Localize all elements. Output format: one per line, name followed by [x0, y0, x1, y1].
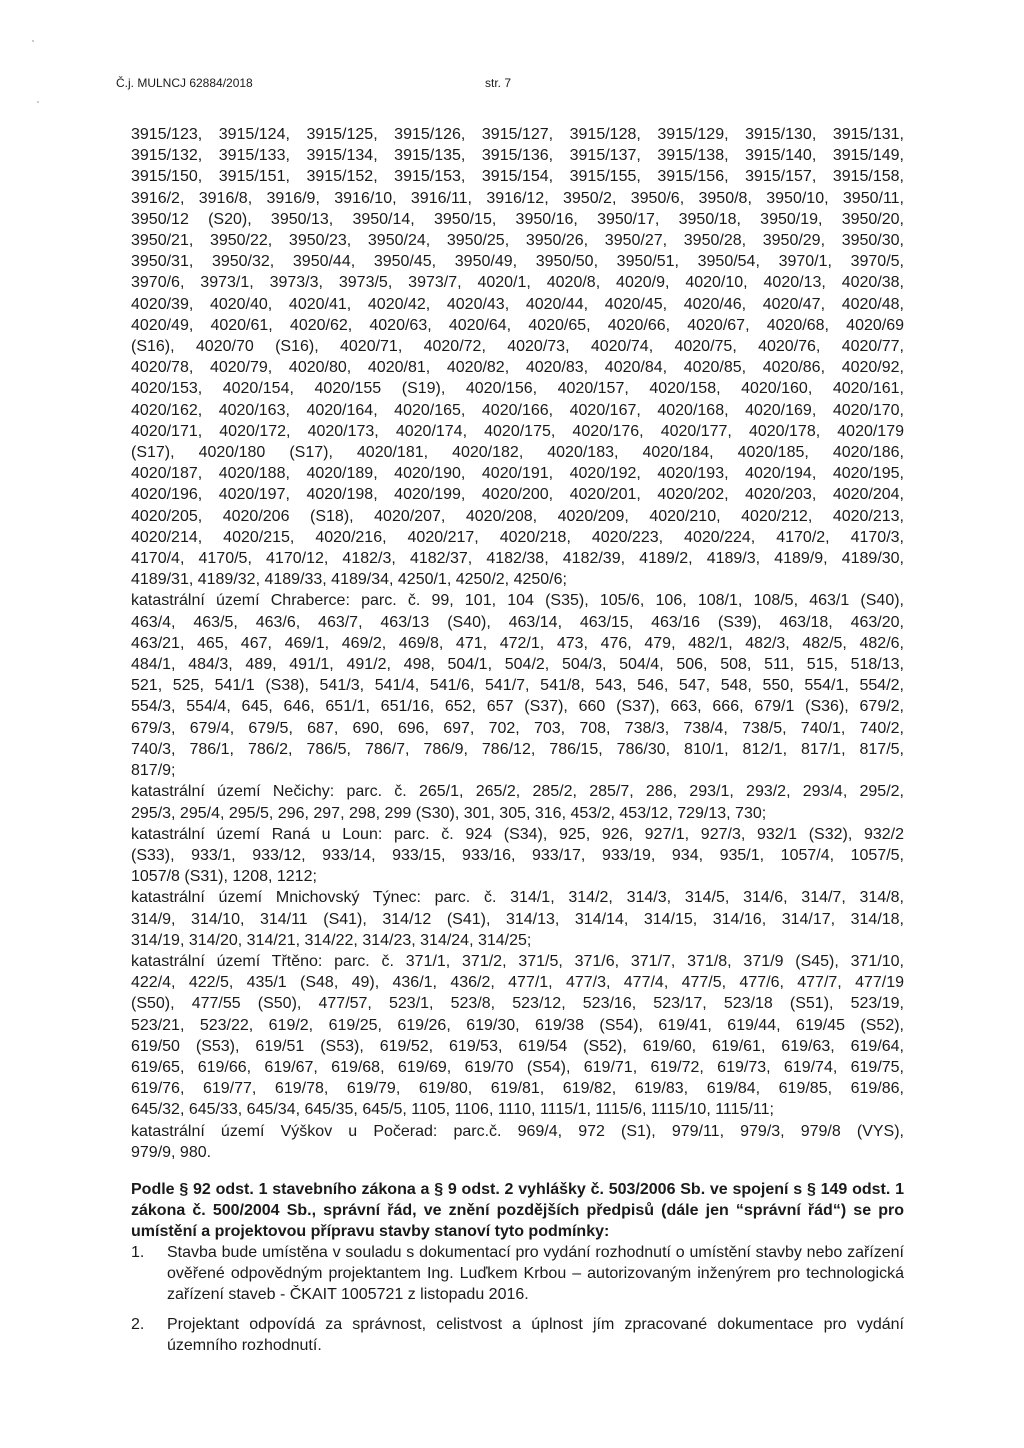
condition-item — [131, 1314, 904, 1356]
parcel-line: 4020/49, 4020/61, 4020/62, 4020/63, 4020/64, 4020/65, 4020/66, 4020/67, 4020/68, 4020/69 — [131, 316, 904, 334]
parcel-line: 817/9; — [131, 762, 176, 780]
parcel-list — [131, 124, 904, 1163]
parcel-line: 740/3, 786/1, 786/2, 786/5, 786/7, 786/9, 786/12, 786/15, 786/30, 810/1, 812/1, 817/1, 817/5, — [131, 740, 904, 758]
parcel-line: 4020/171, 4020/172, 4020/173, 4020/174, 4020/175, 4020/176, 4020/177, 4020/178, 4020/179 — [131, 422, 904, 440]
parcel-line: 1057/8 (S31), 1208, 1212; — [131, 868, 317, 886]
parcel-line: (S17), 4020/180 (S17), 4020/181, 4020/182, 4020/183, 4020/184, 4020/185, 4020/186, — [131, 444, 904, 462]
parcel-line: (S16), 4020/70 (S16), 4020/71, 4020/72, 4020/73, 4020/74, 4020/75, 4020/76, 4020/77, — [131, 338, 904, 356]
parcel-line: 3916/2, 3916/8, 3916/9, 3916/10, 3916/11, 3916/12, 3950/2, 3950/6, 3950/8, 3950/10, 3950/11, — [131, 189, 904, 207]
conditions-list — [131, 1242, 904, 1356]
parcel-line: 619/76, 619/77, 619/78, 619/79, 619/80, 619/81, 619/82, 619/83, 619/84, 619/85, 619/86, — [131, 1080, 904, 1098]
conditions-intro: Podle § 92 odst. 1 stavebního zákona a § 9 odst. 2 vyhlášky č. 503/2006 Sb. ve spojení s § 149 odst. 1 zákona č. 500/2004 Sb., správní řád, ve znění pozdějších předpisů (dále jen “správní řád“) se pro umístění a projektovou přípravu stavby stanoví tyto podmínky: — [131, 1180, 904, 1240]
parcel-line: 4020/187, 4020/188, 4020/189, 4020/190, 4020/191, 4020/192, 4020/193, 4020/194, 4020/195, — [131, 465, 904, 483]
parcel-line: 314/9, 314/10, 314/11 (S41), 314/12 (S41), 314/13, 314/14, 314/15, 314/16, 314/17, 314/18, — [131, 910, 904, 928]
condition-number: 2. — [131, 1315, 145, 1333]
parcel-line: 523/21, 523/22, 619/2, 619/25, 619/26, 619/30, 619/38 (S54), 619/41, 619/44, 619/45 (S52), — [131, 1016, 904, 1034]
parcel-line: katastrální území Raná u Loun: parc. č. 924 (S34), 925, 926, 927/1, 927/3, 932/1 (S32), 932/2 — [131, 825, 904, 843]
parcel-line: 3915/123, 3915/124, 3915/125, 3915/126, 3915/127, 3915/128, 3915/129, 3915/130, 3915/131, — [131, 126, 904, 143]
condition-text: Stavba bude umístěna v souladu s dokumentací pro vydání rozhodnutí o umístění stavby nebo zařízení ověřené odpovědným projektantem Ing. Luďkem Krbou – autorizovaným inženýrem pro technologická zařízení staveb - ČKAIT 1005721 z listopadu 2016. — [167, 1243, 904, 1303]
parcel-line: 484/1, 484/3, 489, 491/1, 491/2, 498, 504/1, 504/2, 504/3, 504/4, 506, 508, 511, 515, 518/13, — [131, 656, 904, 674]
parcel-line: katastrální území Mnichovský Týnec: parc. č. 314/1, 314/2, 314/3, 314/5, 314/6, 314/7, 314/8, — [131, 889, 904, 907]
parcel-line: 645/32, 645/33, 645/34, 645/35, 645/5, 1105, 1106, 1110, 1115/1, 1115/6, 1115/10, 1115/11; — [131, 1101, 774, 1119]
parcel-line: 3950/12 (S20), 3950/13, 3950/14, 3950/15, 3950/16, 3950/17, 3950/18, 3950/19, 3950/20, — [131, 210, 904, 228]
parcel-line: 3950/31, 3950/32, 3950/44, 3950/45, 3950/49, 3950/50, 3950/51, 3950/54, 3970/1, 3970/5, — [131, 253, 904, 271]
condition-text: Projektant odpovídá za správnost, celistvost a úplnost jím zpracované dokumentace pro vydání územního rozhodnutí. — [167, 1315, 904, 1354]
parcel-line: 3970/6, 3973/1, 3973/3, 3973/5, 3973/7, 4020/1, 4020/8, 4020/9, 4020/10, 4020/13, 4020/38, — [131, 274, 904, 292]
parcel-line: 4020/214, 4020/215, 4020/216, 4020/217, 4020/218, 4020/223, 4020/224, 4170/2, 4170/3, — [131, 528, 904, 546]
parcel-line: 619/65, 619/66, 619/67, 619/68, 619/69, 619/70 (S54), 619/71, 619/72, 619/73, 619/74, 619/75, — [131, 1058, 904, 1076]
parcel-line: 295/3, 295/4, 295/5, 296, 297, 298, 299 (S30), 301, 305, 316, 453/2, 453/12, 729/13, 730; — [131, 804, 767, 822]
parcel-line: 521, 525, 541/1 (S38), 541/3, 541/4, 541/6, 541/7, 541/8, 543, 546, 547, 548, 550, 554/1, 554/2, — [131, 677, 904, 695]
parcel-line: 3950/21, 3950/22, 3950/23, 3950/24, 3950/25, 3950/26, 3950/27, 3950/28, 3950/29, 3950/30, — [131, 232, 904, 250]
parcel-line: 554/3, 554/4, 645, 646, 651/1, 651/16, 652, 657 (S37), 660 (S37), 663, 666, 679/1 (S36), 679/2, — [131, 698, 904, 716]
parcel-line: 463/4, 463/5, 463/6, 463/7, 463/13 (S40), 463/14, 463/15, 463/16 (S39), 463/18, 463/20, — [131, 613, 904, 631]
parcel-line: katastrální území Chraberce: parc. č. 99, 101, 104 (S35), 105/6, 106, 108/1, 108/5, 463/1 (S40), — [131, 592, 904, 610]
document-reference: Č.j. MULNCJ 62884/2018 — [116, 76, 253, 90]
parcel-line: 3915/150, 3915/151, 3915/152, 3915/153, 3915/154, 3915/155, 3915/156, 3915/157, 3915/158, — [131, 168, 904, 186]
parcel-line: 4020/153, 4020/154, 4020/155 (S19), 4020/156, 4020/157, 4020/158, 4020/160, 4020/161, — [131, 380, 904, 398]
parcel-line: 979/9, 980. — [131, 1143, 212, 1161]
parcel-line: katastrální území Výškov u Počerad: parc.č. 969/4, 972 (S1), 979/11, 979/3, 979/8 (VYS), — [131, 1122, 904, 1140]
document-body — [131, 124, 904, 1356]
condition-number: 1. — [131, 1243, 145, 1261]
parcel-line: 4170/4, 4170/5, 4170/12, 4182/3, 4182/37, 4182/38, 4182/39, 4189/2, 4189/3, 4189/9, 4189/30, — [131, 550, 904, 568]
parcel-line: 4020/78, 4020/79, 4020/80, 4020/81, 4020/82, 4020/83, 4020/84, 4020/85, 4020/86, 4020/92, — [131, 359, 904, 377]
scan-speck — [37, 101, 39, 103]
parcel-line: 314/19, 314/20, 314/21, 314/22, 314/23, 314/24, 314/25; — [131, 931, 532, 949]
parcel-line: 679/3, 679/4, 679/5, 687, 690, 696, 697, 702, 703, 708, 738/3, 738/4, 738/5, 740/1, 740/2, — [131, 719, 904, 737]
parcel-line: 463/21, 465, 467, 469/1, 469/2, 469/8, 471, 472/1, 473, 476, 479, 482/1, 482/3, 482/5, 482/6, — [131, 634, 904, 652]
condition-item — [131, 1242, 904, 1305]
parcel-line: 4020/196, 4020/197, 4020/198, 4020/199, 4020/200, 4020/201, 4020/202, 4020/203, 4020/204, — [131, 486, 904, 504]
page-number: str. 7 — [485, 76, 512, 90]
parcel-line: 4189/31, 4189/32, 4189/33, 4189/34, 4250/1, 4250/2, 4250/6; — [131, 571, 567, 589]
parcel-line: (S50), 477/55 (S50), 477/57, 523/1, 523/8, 523/12, 523/16, 523/17, 523/18 (S51), 523/19, — [131, 995, 904, 1013]
parcel-line: 422/4, 422/5, 435/1 (S48, 49), 436/1, 436/2, 477/1, 477/3, 477/4, 477/5, 477/6, 477/7, 477/19 — [131, 974, 904, 992]
parcel-line: 3915/132, 3915/133, 3915/134, 3915/135, 3915/136, 3915/137, 3915/138, 3915/140, 3915/149, — [131, 147, 904, 165]
parcel-line: 4020/39, 4020/40, 4020/41, 4020/42, 4020/43, 4020/44, 4020/45, 4020/46, 4020/47, 4020/48, — [131, 295, 904, 313]
parcel-line: 4020/162, 4020/163, 4020/164, 4020/165, 4020/166, 4020/167, 4020/168, 4020/169, 4020/170, — [131, 401, 904, 419]
parcel-line: katastrální území Nečichy: parc. č. 265/1, 265/2, 285/2, 285/7, 286, 293/1, 293/2, 293/4, 295/2, — [131, 783, 904, 801]
parcel-line: (S33), 933/1, 933/12, 933/14, 933/15, 933/16, 933/17, 933/19, 934, 935/1, 1057/4, 1057/5, — [131, 846, 904, 864]
scan-speck — [32, 40, 34, 42]
parcel-line: 619/50 (S53), 619/51 (S53), 619/52, 619/53, 619/54 (S52), 619/60, 619/61, 619/63, 619/64, — [131, 1037, 904, 1055]
parcel-line: 4020/205, 4020/206 (S18), 4020/207, 4020/208, 4020/209, 4020/210, 4020/212, 4020/213, — [131, 507, 904, 525]
parcel-line: katastrální území Třtěno: parc. č. 371/1, 371/2, 371/5, 371/6, 371/7, 371/8, 371/9 (S45), 371/10, — [131, 952, 904, 970]
